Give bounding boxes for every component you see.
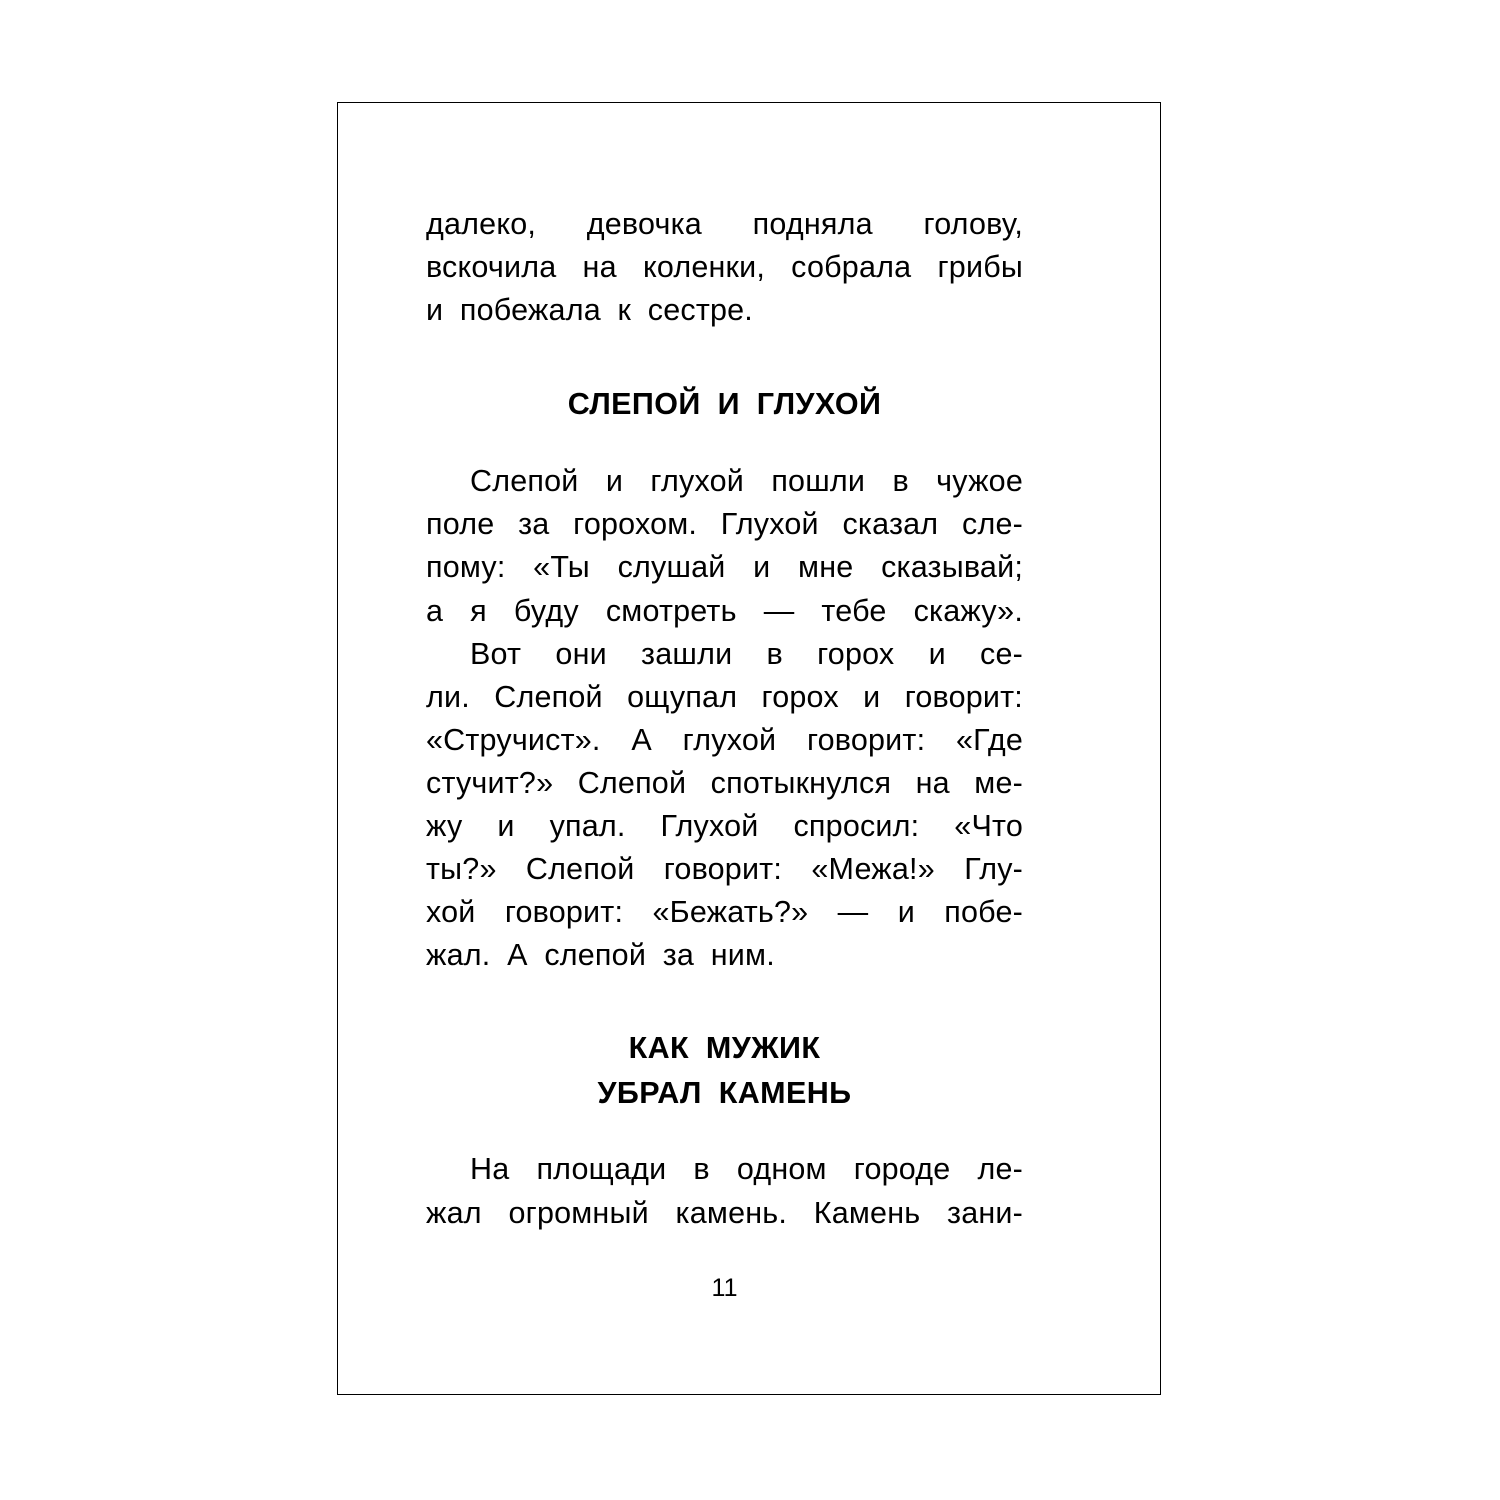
book-page — [337, 102, 1161, 1395]
text-line: поле за горохом. Глухой сказал сле- — [426, 507, 1023, 541]
text-line: жал. А слепой за ним. — [426, 938, 775, 972]
text-line: и побежала к сестре. — [426, 293, 753, 327]
text-line: «Стручист». А глухой говорит: «Где — [426, 723, 1023, 757]
text-line: а я буду смотреть — тебе скажу». — [426, 594, 1023, 628]
story-title: СЛЕПОЙ И ГЛУХОЙ — [567, 387, 882, 421]
text-line: На площади в одном городе ле- — [470, 1152, 1023, 1186]
text-line: хой говорит: «Бежать?» — и побе- — [426, 895, 1023, 929]
text-line: жал огромный камень. Камень зани- — [426, 1196, 1023, 1230]
text-line: Вот они зашли в горох и се- — [470, 637, 1023, 671]
text-line: ли. Слепой ощупал горох и говорит: — [426, 680, 1023, 714]
text-line: вскочила на коленки, собрала грибы — [426, 250, 1023, 284]
text-line: жу и упал. Глухой спросил: «Что — [426, 809, 1023, 843]
story-title: КАК МУЖИК — [628, 1031, 821, 1065]
text-line: Слепой и глухой пошли в чужое — [470, 464, 1023, 498]
text-line: стучит?» Слепой спотыкнулся на ме- — [426, 766, 1023, 800]
story-title: УБРАЛ КАМЕНЬ — [597, 1076, 852, 1110]
page-number: 11 — [711, 1274, 738, 1302]
text-line: далеко, девочка подняла голову, — [426, 207, 1023, 241]
text-line: ты?» Слепой говорит: «Межа!» Глу- — [426, 852, 1023, 886]
text-line: пому: «Ты слушай и мне сказывай; — [426, 550, 1023, 584]
